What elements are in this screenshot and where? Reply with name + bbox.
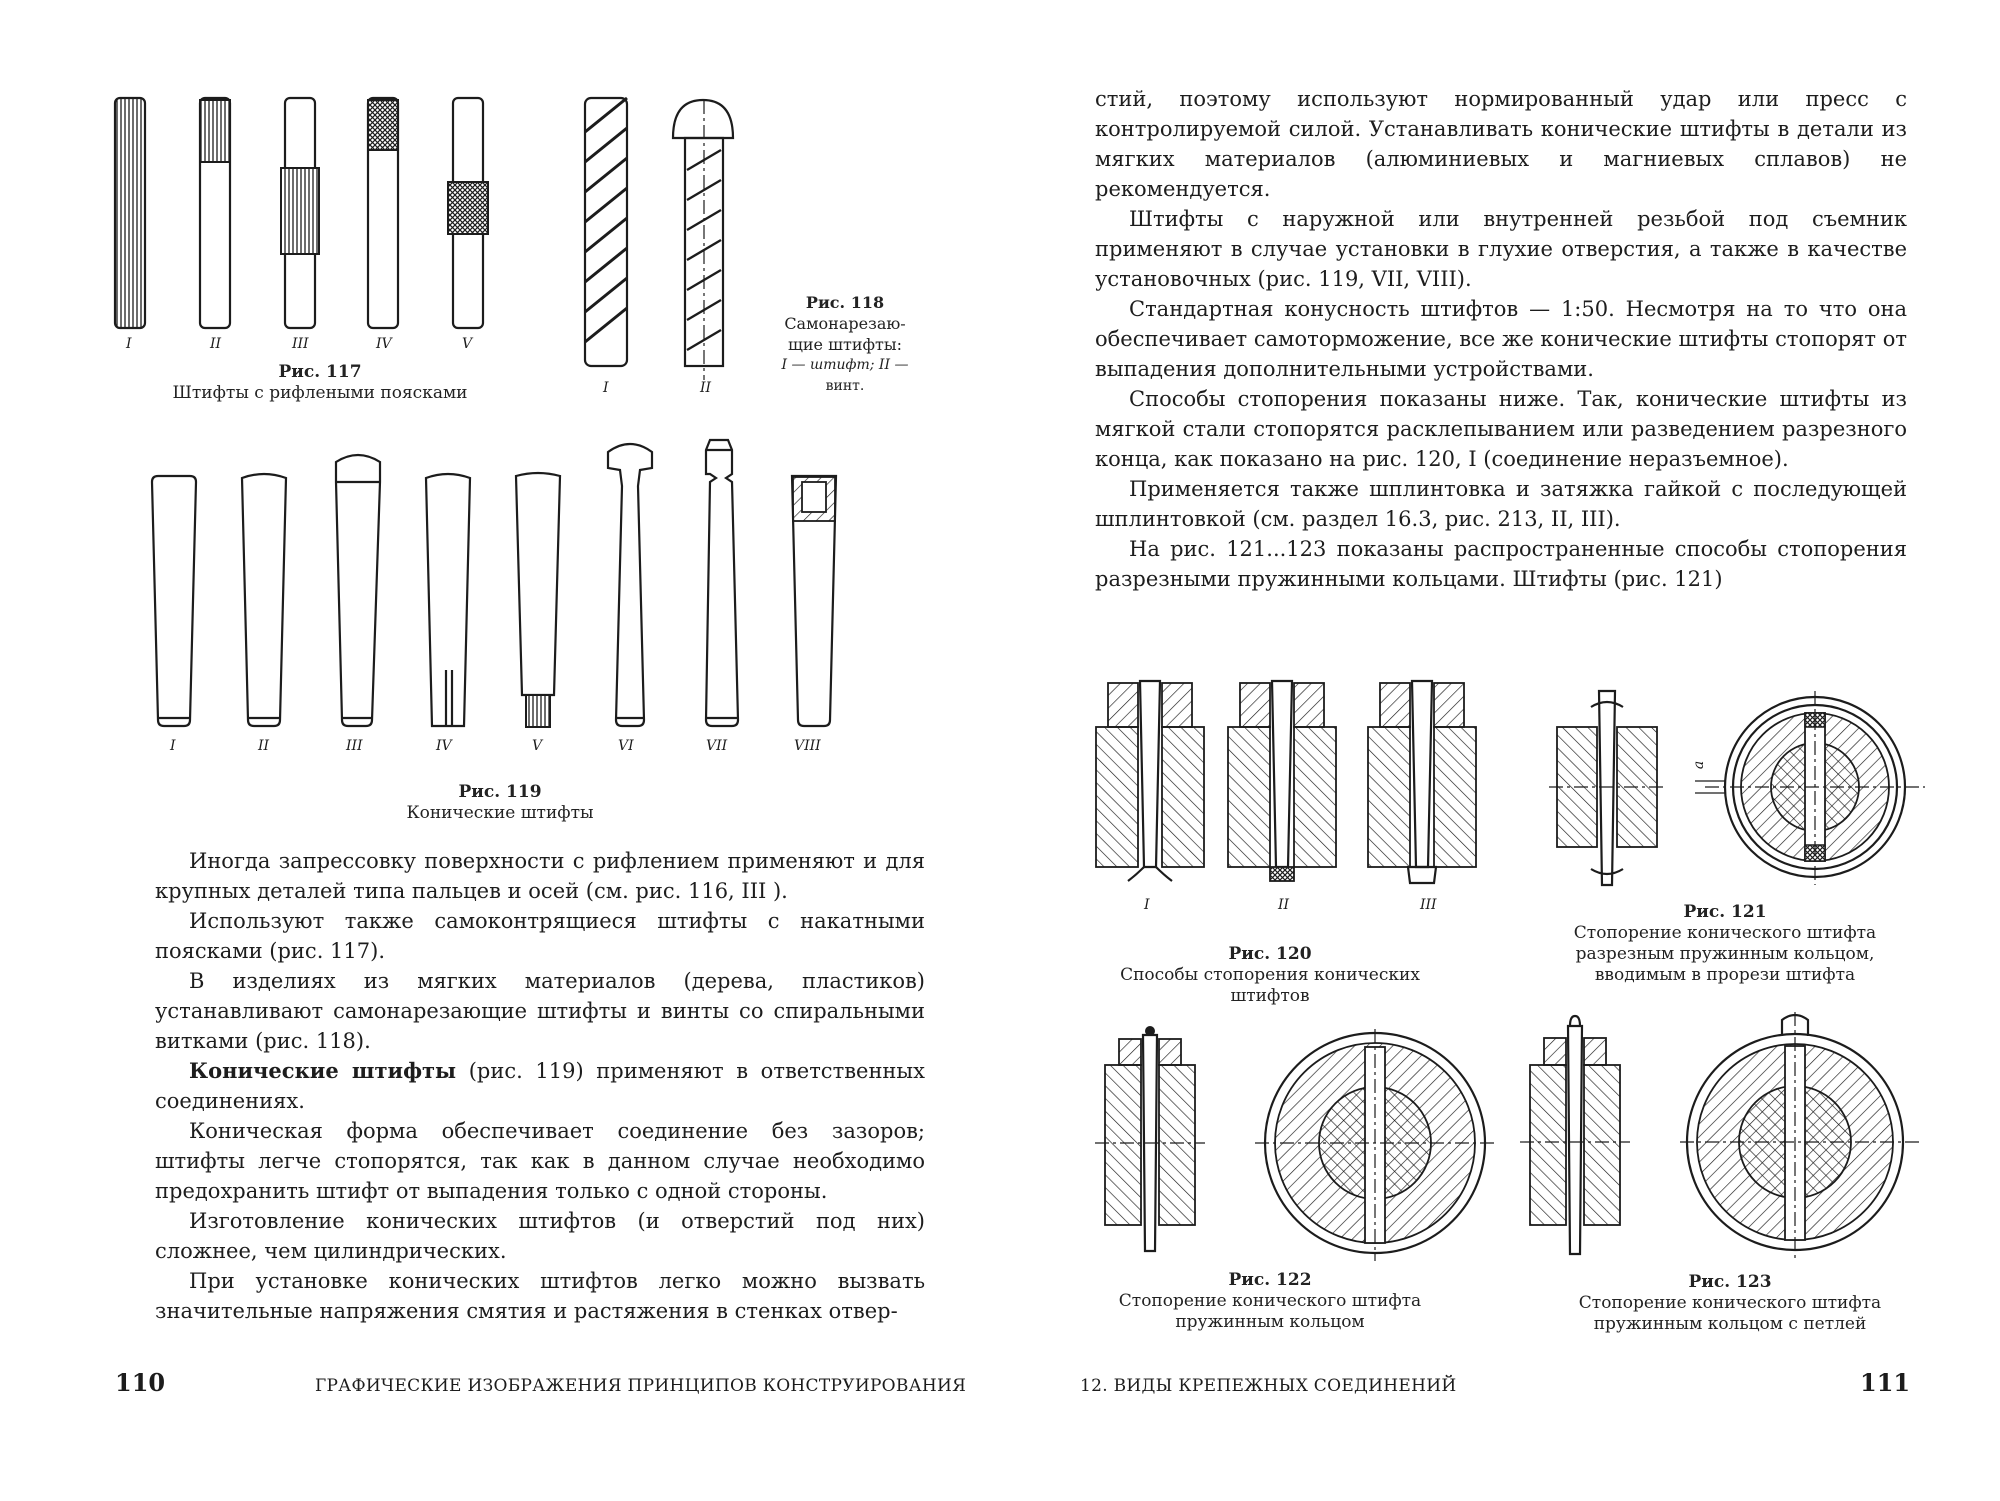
fig121-title-line2: разрезным пружинным кольцом,	[1575, 944, 1875, 964]
fig117-caption	[130, 362, 510, 404]
figure-123	[1520, 1010, 1930, 1265]
fig118-label-1: I	[603, 380, 609, 396]
fig119-label-4: IV	[436, 738, 452, 754]
left-running-head: ГРАФИЧЕСКИЕ ИЗОБРАЖЕНИЯ ПРИНЦИПОВ КОНСТРУИРОВАНИЯ	[315, 1376, 967, 1396]
fig118-title-line1: Самонарезаю-	[784, 314, 906, 333]
fig118-title-line2: щие штифты:	[788, 335, 902, 354]
right-paragraph-4: Способы стопорения показаны ниже. Так, конические штифты из мягкой стали стопорятся расклепыванием или разведением разрезного конца, как показано на рис. 120, I (соединение неразъемное).	[1095, 387, 1907, 471]
fig120-label-2: II	[1278, 897, 1290, 913]
fig120-title-line1: Способы стопорения конических	[1120, 965, 1420, 985]
figure-120-drawing	[1090, 675, 1520, 925]
figure-122	[1095, 1025, 1515, 1265]
figure-118	[565, 90, 765, 396]
fig123-title-line1: Стопорение конического штифта	[1578, 1293, 1882, 1313]
fig121-caption	[1530, 902, 1920, 986]
fig117-title: Штифты с рифлеными поясками	[172, 383, 468, 403]
figure-119	[140, 420, 880, 760]
fig121-title-line3: вводимым в прорези штифта	[1594, 965, 1856, 985]
left-paragraph-4-text: (рис. 119) применяют в ответственных соединениях.	[155, 1059, 925, 1113]
fig120-number: Рис. 120	[1228, 944, 1312, 964]
fig117-label-4: IV	[376, 336, 392, 352]
fig119-label-6: VI	[618, 738, 634, 754]
fig119-number: Рис. 119	[458, 782, 542, 802]
left-paragraph-6: Изготовление конических штифтов (и отверстий под них) сложнее, чем цилиндрических.	[155, 1209, 925, 1263]
fig121-number: Рис. 121	[1683, 902, 1767, 922]
left-paragraph-4	[155, 1056, 925, 1116]
figure-122-drawing	[1095, 1025, 1515, 1265]
fig119-label-1: I	[170, 738, 176, 754]
fig119-label-3: III	[346, 738, 363, 754]
fig118-caption	[760, 292, 930, 397]
fig121-title-line1: Стопорение конического штифта	[1573, 923, 1877, 943]
fig122-caption	[1080, 1270, 1460, 1333]
figure-121-drawing	[1545, 685, 1925, 895]
fig122-title-line1: Стопорение конического штифта	[1118, 1291, 1422, 1311]
right-paragraph-3: Стандартная конусность штифтов — 1:50. Несмотря на то что она обеспечивает самоторможение, все же конические штифты стопорят от выпадения дополнительными устройствами.	[1095, 297, 1907, 381]
right-paragraph-5: Применяется также шплинтовка и затяжка гайкой с последующей шплинтовкой (см. раздел 16.3, рис. 213, II, III).	[1095, 477, 1907, 531]
fig119-label-5: V	[532, 738, 543, 754]
fig123-number: Рис. 123	[1688, 1272, 1772, 1292]
left-paragraph-5: Коническая форма обеспечивает соединение без зазоров; штифты легче стопорятся, так как в данном случае необходимо предохранить штифт от выпадения только с одной стороны.	[155, 1119, 925, 1203]
left-paragraph-7: При установке конических штифтов легко можно вызвать значительные напряжения смятия и растяжения в стенках отвер-	[155, 1269, 925, 1323]
fig122-number: Рис. 122	[1228, 1270, 1312, 1290]
bold-term-conical-pins: Конические штифты	[189, 1058, 457, 1083]
fig120-caption	[1080, 944, 1460, 1007]
fig122-title-line2: пружинным кольцом	[1175, 1312, 1365, 1332]
right-page	[1000, 0, 2000, 1501]
fig117-label-1: I	[126, 336, 132, 352]
right-running-head: 12. ВИДЫ КРЕПЕЖНЫХ СОЕДИНЕНИЙ	[1080, 1376, 1457, 1396]
fig119-title: Конические штифты	[406, 803, 594, 823]
left-page-number: 110	[115, 1368, 166, 1397]
fig119-caption	[300, 782, 700, 824]
fig117-label-3: III	[292, 336, 309, 352]
fig118-legend-line2: винт.	[825, 378, 865, 394]
fig120-label-3: III	[1420, 897, 1437, 913]
fig120-label-1: I	[1144, 897, 1150, 913]
figure-123-drawing	[1520, 1010, 1930, 1265]
fig123-title-line2: пружинным кольцом с петлей	[1593, 1314, 1867, 1334]
right-paragraph-6: На рис. 121...123 показаны распространенные способы стопорения разрезными пружинными кольцами. Штифты (рис. 121)	[1095, 537, 1907, 591]
fig119-label-2: II	[258, 738, 270, 754]
fig118-number: Рис. 118	[805, 293, 885, 312]
left-paragraph-3: В изделиях из мягких материалов (дерева, пластиков) устанавливают самонарезающие штифты и винты со спиральными витками (рис. 118).	[155, 969, 925, 1053]
fig118-legend-line1: I — штифт; II —	[781, 357, 909, 373]
right-paragraph-2: Штифты с наружной или внутренней резьбой под съемник применяют в случае установки в глухие отверстия, а также в качестве установочных (рис. 119, VII, VIII).	[1095, 207, 1907, 291]
right-body-text	[1095, 84, 1907, 594]
fig118-label-2: II	[700, 380, 712, 396]
fig120-title-line2: штифтов	[1230, 986, 1310, 1006]
figure-117	[100, 90, 530, 390]
fig117-label-2: II	[210, 336, 222, 352]
figure-118-drawing	[565, 90, 765, 390]
figure-119-drawing	[140, 420, 880, 760]
figure-120	[1090, 675, 1520, 925]
left-paragraph-2: Используют также самоконтрящиеся штифты с накатными поясками (рис. 117).	[155, 909, 925, 963]
left-paragraph-1: Иногда запрессовку поверхности с рифлением применяют и для крупных деталей типа пальцев и осей (см. рис. 116, III ).	[155, 849, 925, 903]
fig123-caption	[1535, 1272, 1925, 1335]
right-paragraph-1: стий, поэтому используют нормированный удар или пресс с контролируемой силой. Устанавливать конические штифты в детали из мягких материалов (алюминиевых и магниевых сплавов) не рекомендуется.	[1095, 87, 1907, 201]
fig119-label-7: VII	[706, 738, 728, 754]
fig119-label-8: VIII	[794, 738, 821, 754]
right-page-number: 111	[1860, 1368, 1911, 1397]
left-body-text	[155, 846, 925, 1326]
fig117-label-5: V	[462, 336, 473, 352]
figure-121	[1545, 685, 1925, 895]
fig117-number: Рис. 117	[278, 362, 362, 382]
fig121-dim-label: a	[1691, 760, 1708, 770]
